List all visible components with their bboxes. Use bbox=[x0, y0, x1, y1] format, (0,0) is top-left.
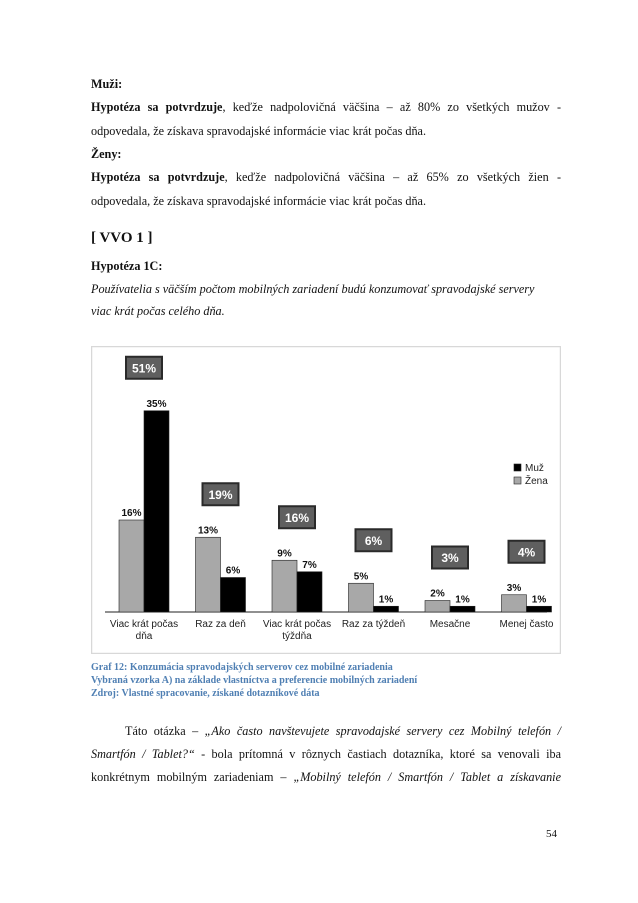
legend-swatch bbox=[514, 464, 521, 471]
total-label: 51% bbox=[131, 361, 157, 376]
category-label: týždňa bbox=[282, 631, 312, 642]
paragraph-text: - bola prítomná v rôznych častiach dotazníka, ktoré sa venovali iba bbox=[194, 747, 561, 761]
category-label: Viac krát počas bbox=[109, 619, 179, 630]
bar-zena bbox=[272, 560, 297, 612]
bar-chart bbox=[91, 346, 561, 654]
bar-muz bbox=[221, 578, 246, 613]
men-hypothesis-line bbox=[91, 99, 561, 115]
women-label: Ženy: bbox=[91, 147, 122, 161]
total-label: 16% bbox=[284, 510, 310, 525]
paragraph-line-2 bbox=[91, 746, 561, 762]
data-label: 5% bbox=[353, 571, 369, 583]
chart-caption-source: Zdroj: Vlastné spracovanie, získané dotazníkové dáta bbox=[91, 688, 320, 699]
bar-muz bbox=[374, 606, 399, 612]
data-label: 13% bbox=[197, 525, 219, 537]
women-hypothesis-line-2: odpovedala, že získava spravodajské informácie viac krát počas dňa. bbox=[91, 194, 427, 208]
bar-muz bbox=[144, 411, 169, 612]
bar-muz bbox=[450, 606, 475, 612]
paragraph-text: konkrétnym mobilným zariadeniam – bbox=[91, 770, 294, 784]
chart-caption-title: Graf 12: Konzumácia spravodajských serverov cez mobilné zariadenia bbox=[91, 662, 393, 673]
paragraph-line-3 bbox=[91, 769, 561, 785]
paragraph-text: Táto otázka – bbox=[125, 724, 205, 738]
women-hypothesis-line bbox=[91, 169, 561, 185]
paragraph-quote: „Mobilný telefón / Smartfón / Tablet a získavanie bbox=[293, 770, 561, 784]
legend-swatch bbox=[514, 477, 521, 484]
category-label: Menej často bbox=[499, 619, 554, 630]
data-label: 16% bbox=[121, 508, 142, 519]
chart-caption-sample: Vybraná vzorka A) na základe vlastníctva a preferencie mobilných zariadení bbox=[91, 675, 418, 686]
bar-zena bbox=[119, 520, 144, 612]
category-label: Mesačne bbox=[429, 619, 471, 630]
category-label: Raz za deň bbox=[195, 619, 246, 630]
category-label: Raz za týždeň bbox=[341, 619, 406, 630]
bar-zena bbox=[196, 537, 221, 612]
bar-zena bbox=[349, 583, 374, 612]
paragraph-question-end: Smartfón / Tablet?“ bbox=[91, 747, 195, 761]
category-label: dňa bbox=[135, 631, 153, 642]
men-hypothesis-line-2: odpovedala, že získava spravodajské informácie viac krát počas dňa. bbox=[91, 124, 427, 138]
hypothesis-text-line-1: Používatelia s väčším počtom mobilných zariadení budú konzumovať spravodajské servery bbox=[91, 282, 535, 296]
data-label: 6% bbox=[225, 565, 241, 577]
total-label: 4% bbox=[517, 545, 536, 560]
data-label: 2% bbox=[430, 588, 445, 600]
men-label: Muži: bbox=[91, 77, 123, 91]
bar-zena bbox=[502, 595, 527, 612]
women-hypothesis-rest: , keďže nadpolovičná väčšina – až 65% zo všetkých žien - bbox=[224, 170, 561, 184]
hypothesis-title: Hypotéza 1C: bbox=[91, 259, 163, 273]
data-label: 1% bbox=[378, 594, 394, 606]
legend-label: Žena bbox=[525, 476, 548, 487]
data-label: 3% bbox=[506, 582, 522, 594]
total-label: 6% bbox=[364, 533, 383, 548]
section-title: [ VVO 1 ] bbox=[91, 230, 153, 246]
data-label: 35% bbox=[146, 398, 167, 410]
paragraph-question: „Ako často navštevujete spravodajské servery cez Mobilný telefón / bbox=[204, 724, 561, 738]
total-label: 19% bbox=[208, 487, 233, 502]
bar-muz bbox=[527, 606, 552, 612]
data-label: 1% bbox=[531, 594, 547, 606]
women-hypothesis-bold: Hypotéza sa potvrdzuje bbox=[91, 170, 225, 184]
men-hypothesis-rest: , keďže nadpolovičná väčšina – až 80% zo všetkých mužov - bbox=[222, 100, 561, 114]
data-label: 7% bbox=[302, 559, 317, 571]
hypothesis-text-line-2: viac krát počas celého dňa. bbox=[91, 304, 225, 318]
data-label: 9% bbox=[277, 548, 292, 560]
men-hypothesis-bold: Hypotéza sa potvrdzuje bbox=[91, 100, 223, 114]
bar-muz bbox=[297, 572, 322, 612]
legend-label: Muž bbox=[525, 463, 544, 474]
total-label: 3% bbox=[441, 551, 459, 565]
category-label: Viac krát počas bbox=[262, 619, 332, 630]
bar-zena bbox=[425, 601, 450, 613]
data-label: 1% bbox=[455, 594, 470, 606]
paragraph-line-1 bbox=[91, 723, 561, 739]
page-number: 54 bbox=[546, 828, 557, 840]
